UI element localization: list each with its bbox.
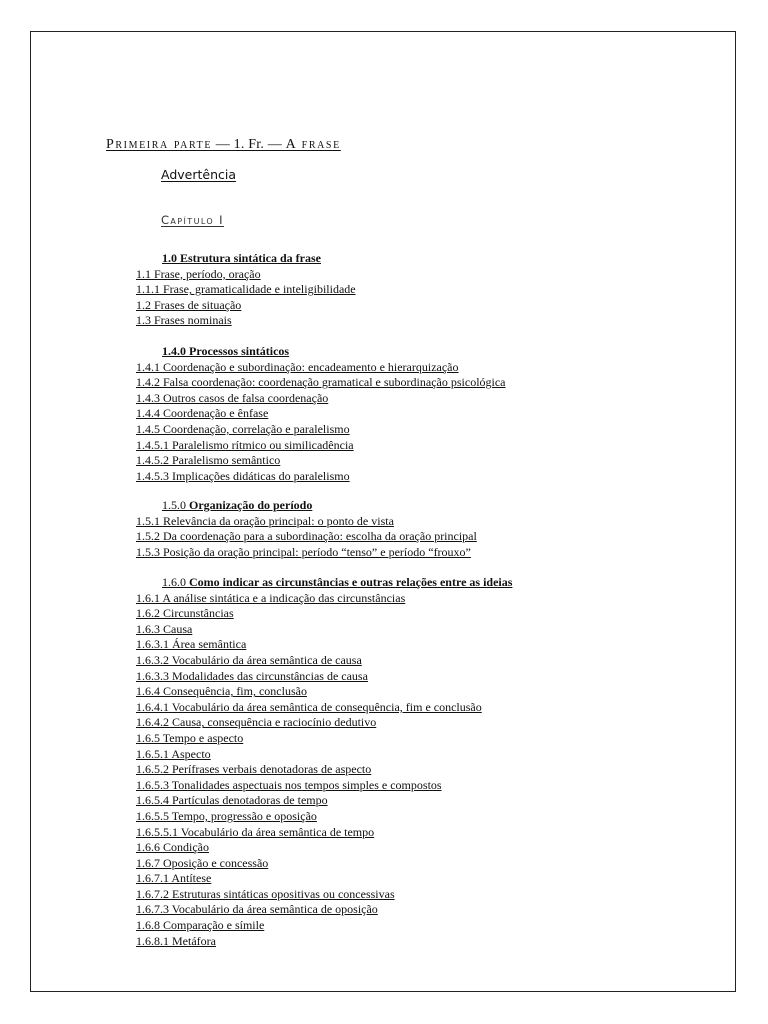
toc-entry[interactable]: 1.1.1 Frase, gramaticalidade e inteligibilidade — [136, 282, 356, 297]
toc-entry[interactable]: 1.4.2 Falsa coordenação: coordenação gramatical e subordinação psicológica — [136, 375, 506, 390]
section-heading[interactable] — [162, 575, 696, 591]
toc-entry[interactable]: 1.6.4 Consequência, fim, conclusão — [136, 684, 307, 699]
part-title-middle: — 1. Fr. — — [212, 137, 286, 152]
section-heading-title: Estrutura sintática da frase — [180, 251, 321, 265]
section-heading-number: 1.0 — [162, 251, 180, 265]
toc-entry[interactable]: 1.6.3.2 Vocabulário da área semântica de causa — [136, 652, 362, 667]
toc-entry[interactable]: 1.6.7.3 Vocabulário da área semântica de oposição — [136, 902, 378, 917]
toc-entry[interactable]: 1.4.5.3 Implicações didáticas do paralelismo — [136, 468, 350, 483]
toc-entry[interactable]: 1.6.5.4 Partículas denotadoras de tempo — [136, 793, 328, 808]
toc-entry[interactable]: 1.6.3 Causa — [136, 621, 193, 636]
toc-entry[interactable]: 1.6.8 Comparação e símile — [136, 918, 265, 933]
toc-entry[interactable]: 1.6.5.2 Perífrases verbais denotadoras de aspecto — [136, 762, 372, 777]
toc-section-1-0 — [136, 251, 696, 329]
section-heading-number: 1.4.0 — [162, 344, 189, 358]
toc-entry[interactable]: 1.6.4.2 Causa, consequência e raciocínio dedutivo — [136, 715, 377, 730]
toc-entry[interactable]: 1.6.3.3 Modalidades das circunstâncias de causa — [136, 668, 368, 683]
section-heading[interactable] — [162, 251, 696, 267]
toc-entry[interactable]: 1.6.7.2 Estruturas sintáticas opositivas ou concessivas — [136, 886, 395, 901]
toc-section-1-4-0 — [136, 344, 696, 484]
section-heading-number: 1.5.0 — [162, 498, 189, 512]
toc-entry[interactable]: 1.4.5.1 Paralelismo rítmico ou similicadência — [136, 437, 354, 452]
section-heading[interactable] — [162, 344, 696, 360]
advertencia-link[interactable]: Advertência — [161, 167, 237, 182]
toc-entry[interactable]: 1.6.7.1 Antítese — [136, 871, 212, 886]
toc-entry[interactable]: 1.4.5 Coordenação, correlação e paralelismo — [136, 421, 350, 436]
section-heading-title: Organização do período — [189, 498, 313, 512]
toc-entry[interactable]: 1.6.8.1 Metáfora — [136, 933, 216, 948]
toc-entry[interactable]: 1.3 Frases nominais — [136, 313, 232, 328]
toc-entry[interactable]: 1.1 Frase, período, oração — [136, 266, 261, 281]
toc-entry[interactable]: 1.6.7 Oposição e concessão — [136, 855, 269, 870]
toc-entry[interactable]: 1.6.4.1 Vocabulário da área semântica de consequência, fim e conclusão — [136, 699, 482, 714]
section-heading[interactable] — [162, 498, 696, 514]
toc-entry[interactable]: 1.5.3 Posição da oração principal: período “tenso” e período “frouxo” — [136, 544, 471, 559]
toc-entry[interactable]: 1.6.5.5.1 Vocabulário da área semântica de tempo — [136, 824, 375, 839]
part-title[interactable] — [106, 137, 341, 153]
toc-entry[interactable]: 1.6.5.5 Tempo, progressão e oposição — [136, 808, 317, 823]
toc-entry[interactable]: 1.6.3.1 Área semântica — [136, 637, 247, 652]
chapter-link[interactable]: Capítulo I — [161, 213, 224, 227]
toc-section-1-5-0 — [136, 498, 696, 560]
section-heading-title: Processos sintáticos — [189, 344, 290, 358]
toc-entry[interactable]: 1.6.2 Circunstâncias — [136, 606, 234, 621]
toc-entry[interactable]: 1.4.1 Coordenação e subordinação: encadeamento e hierarquização — [136, 359, 459, 374]
toc-entry[interactable]: 1.5.1 Relevância da oração principal: o ponto de vista — [136, 513, 394, 528]
toc-entry[interactable]: 1.6.5.1 Aspecto — [136, 746, 211, 761]
section-heading-number: 1.6.0 — [162, 575, 189, 589]
section-heading-title: Como indicar as circunstâncias e outras relações entre as ideias — [189, 575, 513, 589]
toc-entry[interactable]: 1.5.2 Da coordenação para a subordinação: escolha da oração principal — [136, 529, 477, 544]
toc-entry[interactable]: 1.6.5.3 Tonalidades aspectuais nos tempos simples e compostos — [136, 777, 442, 792]
toc-entry[interactable]: 1.4.5.2 Paralelismo semântico — [136, 453, 281, 468]
toc-entry[interactable]: 1.6.1 A análise sintática e a indicação das circunstâncias — [136, 590, 406, 605]
toc-entry[interactable]: 1.4.3 Outros casos de falsa coordenação — [136, 390, 329, 405]
toc-entry[interactable]: 1.4.4 Coordenação e ênfase — [136, 406, 269, 421]
toc-entry[interactable]: 1.6.6 Condição — [136, 840, 209, 855]
toc-entry[interactable]: 1.2 Frases de situação — [136, 297, 242, 312]
part-title-primeira-parte: Primeira parte — [106, 137, 213, 152]
toc-entry[interactable]: 1.6.5 Tempo e aspecto — [136, 730, 244, 745]
toc-section-1-6-0 — [136, 575, 696, 949]
part-title-a-frase: A frase — [285, 137, 341, 152]
